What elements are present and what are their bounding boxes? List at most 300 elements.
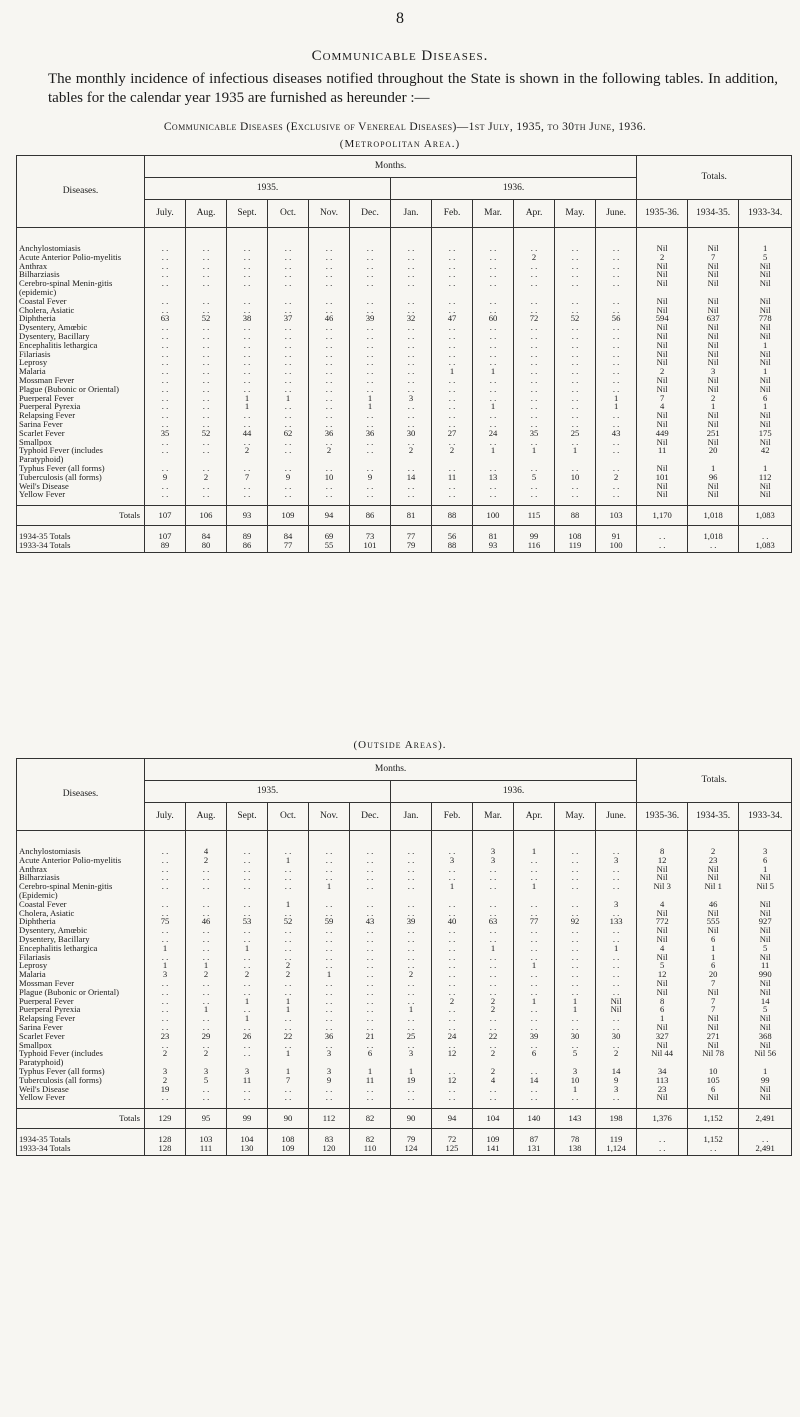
- table-cell: . .: [145, 1014, 186, 1023]
- table-cell: 7: [227, 473, 268, 482]
- table-cell: 1: [596, 394, 637, 403]
- total-cell: 198: [596, 1109, 637, 1129]
- table-cell: . .: [555, 1041, 596, 1050]
- table-cell: . .: [145, 394, 186, 403]
- table-cell: . .: [555, 900, 596, 909]
- table-cell: 23: [145, 1032, 186, 1041]
- table-row: [17, 332, 792, 341]
- table-cell: . .: [432, 926, 473, 935]
- total-year-header: 1933-34.: [739, 803, 792, 831]
- table-cell: . .: [268, 1014, 309, 1023]
- table-cell: . .: [186, 420, 227, 429]
- table-cell: . .: [350, 332, 391, 341]
- table-cell: Nil: [637, 1023, 688, 1032]
- table-cell: 11: [739, 961, 792, 970]
- table-cell: . .: [596, 988, 637, 997]
- table-cell: . .: [350, 358, 391, 367]
- table-cell: . .: [432, 873, 473, 882]
- table-cell: . .: [555, 873, 596, 882]
- table-cell: 36: [350, 429, 391, 438]
- table-cell: Nil: [739, 262, 792, 271]
- table-cell: . .: [227, 244, 268, 253]
- table-cell: Nil: [739, 482, 792, 491]
- table-cell: . .: [309, 279, 350, 297]
- total-cell: 99: [227, 1109, 268, 1129]
- table-cell: . .: [596, 1041, 637, 1050]
- table-cell: . .: [350, 900, 391, 909]
- table-cell: 1: [739, 402, 792, 411]
- disease-name: Filariasis: [17, 953, 145, 962]
- table-cell: . .: [186, 988, 227, 997]
- table-cell: . .: [268, 438, 309, 447]
- table-cell: . .: [227, 856, 268, 865]
- table-cell: . .: [227, 358, 268, 367]
- year-1935-header: 1935.: [145, 781, 391, 803]
- table-cell: 53: [227, 917, 268, 926]
- month-header: Dec.: [350, 200, 391, 228]
- table-cell: 1: [739, 464, 792, 473]
- table-cell: . .: [432, 394, 473, 403]
- disease-name: Anthrax: [17, 865, 145, 874]
- table-cell: . .: [227, 900, 268, 909]
- total-cell: 86: [350, 506, 391, 526]
- table-cell: Nil: [739, 270, 792, 279]
- table-row: [17, 900, 792, 909]
- table-cell: . .: [514, 1023, 555, 1032]
- table-cell: 3: [596, 1085, 637, 1094]
- table-cell: 1: [596, 402, 637, 411]
- table-cell: . .: [309, 332, 350, 341]
- table-row: [17, 323, 792, 332]
- table-cell: 3: [432, 856, 473, 865]
- table-cell: . .: [391, 1041, 432, 1050]
- table-cell: 1: [739, 865, 792, 874]
- table-cell: 87: [514, 1135, 555, 1144]
- table-cell: . .: [391, 900, 432, 909]
- table-cell: 5: [637, 961, 688, 970]
- table-cell: . .: [186, 979, 227, 988]
- table-cell: . .: [227, 873, 268, 882]
- table-cell: . .: [555, 297, 596, 306]
- table-cell: . .: [227, 961, 268, 970]
- table-cell: 24: [432, 1032, 473, 1041]
- table-cell: . .: [432, 909, 473, 918]
- table-cell: . .: [688, 1144, 739, 1155]
- table-cell: . .: [596, 367, 637, 376]
- table-cell: . .: [432, 865, 473, 874]
- table-row: [17, 394, 792, 403]
- table-cell: Nil: [688, 376, 739, 385]
- table-cell: . .: [186, 279, 227, 297]
- table-cell: 1,152: [688, 1135, 739, 1144]
- table-cell: . .: [145, 464, 186, 473]
- table-cell: . .: [391, 997, 432, 1006]
- table-cell: . .: [227, 1005, 268, 1014]
- table-cell: . .: [596, 376, 637, 385]
- table-cell: 119: [596, 1135, 637, 1144]
- table-cell: 72: [432, 1135, 473, 1144]
- table-cell: . .: [350, 323, 391, 332]
- table-cell: . .: [432, 350, 473, 359]
- table-cell: 594: [637, 314, 688, 323]
- table-cell: . .: [432, 944, 473, 953]
- table-cell: 14: [391, 473, 432, 482]
- table-cell: . .: [473, 970, 514, 979]
- table-cell: . .: [514, 953, 555, 962]
- table-cell: Nil: [739, 490, 792, 499]
- table-cell: . .: [309, 394, 350, 403]
- table-cell: . .: [432, 358, 473, 367]
- table-cell: 35: [514, 429, 555, 438]
- table-cell: 2: [227, 970, 268, 979]
- table-cell: . .: [186, 935, 227, 944]
- table-cell: 22: [473, 1032, 514, 1041]
- table-cell: . .: [432, 402, 473, 411]
- disease-name: Weil's Disease: [17, 482, 145, 491]
- table-cell: . .: [309, 873, 350, 882]
- table-cell: . .: [145, 438, 186, 447]
- table-cell: . .: [555, 961, 596, 970]
- table-cell: . .: [473, 961, 514, 970]
- table-cell: 91: [596, 532, 637, 541]
- table-cell: 772: [637, 917, 688, 926]
- table-cell: . .: [596, 847, 637, 856]
- table-cell: . .: [186, 297, 227, 306]
- total-cell: 88: [432, 506, 473, 526]
- table-cell: . .: [596, 262, 637, 271]
- table-cell: . .: [227, 882, 268, 900]
- table-cell: 13: [473, 473, 514, 482]
- table-cell: Nil: [688, 490, 739, 499]
- table-cell: . .: [145, 376, 186, 385]
- table-cell: 1: [268, 1049, 309, 1067]
- table-cell: . .: [514, 1041, 555, 1050]
- table-cell: . .: [309, 464, 350, 473]
- table-cell: 42: [739, 446, 792, 464]
- table-cell: 2: [688, 394, 739, 403]
- table-cell: . .: [145, 341, 186, 350]
- table-cell: Nil: [637, 270, 688, 279]
- table-cell: 1: [514, 847, 555, 856]
- table-cell: . .: [268, 1093, 309, 1102]
- table-cell: 80: [186, 541, 227, 552]
- diseases-header: Diseases.: [17, 156, 145, 228]
- table-cell: . .: [227, 1041, 268, 1050]
- table-cell: . .: [145, 1041, 186, 1050]
- table-cell: Nil 56: [739, 1049, 792, 1067]
- table-cell: . .: [309, 1041, 350, 1050]
- table-cell: Nil: [637, 341, 688, 350]
- table-cell: . .: [391, 306, 432, 315]
- table-cell: Nil: [688, 323, 739, 332]
- outside-subtitle: (Outside Areas).: [353, 739, 447, 751]
- table-cell: . .: [268, 385, 309, 394]
- table-cell: . .: [186, 865, 227, 874]
- table-cell: Nil: [637, 244, 688, 253]
- table-cell: 77: [391, 532, 432, 541]
- table-cell: . .: [227, 865, 268, 874]
- table-cell: 52: [186, 429, 227, 438]
- disease-name: Scarlet Fever: [17, 429, 145, 438]
- table-cell: 2: [391, 970, 432, 979]
- table-cell: 2: [186, 1049, 227, 1067]
- disease-name: Sarina Fever: [17, 420, 145, 429]
- table-cell: 2: [596, 1049, 637, 1067]
- disease-name: Dysentery, Bacillary: [17, 935, 145, 944]
- table-cell: Nil: [637, 438, 688, 447]
- table-cell: . .: [309, 341, 350, 350]
- months-header: Months.: [145, 156, 637, 178]
- table-cell: . .: [268, 253, 309, 262]
- table-cell: 2: [688, 847, 739, 856]
- table-cell: Nil: [637, 979, 688, 988]
- table-cell: . .: [350, 306, 391, 315]
- table-cell: . .: [186, 490, 227, 499]
- table-cell: 449: [637, 429, 688, 438]
- table-cell: Nil: [688, 1023, 739, 1032]
- disease-name: Yellow Fever: [17, 490, 145, 499]
- table-cell: 4: [637, 944, 688, 953]
- total-cell: 107: [145, 506, 186, 526]
- table-cell: . .: [186, 909, 227, 918]
- disease-name: Acute Anterior Polio-myelitis: [17, 856, 145, 865]
- table-cell: . .: [186, 446, 227, 464]
- table-row: [17, 997, 792, 1006]
- table-cell: 1: [514, 961, 555, 970]
- table-cell: 2: [145, 1076, 186, 1085]
- table-cell: . .: [473, 1014, 514, 1023]
- table-cell: . .: [145, 420, 186, 429]
- table-cell: . .: [555, 944, 596, 953]
- table-cell: . .: [350, 244, 391, 253]
- table-cell: Nil: [688, 244, 739, 253]
- table-cell: . .: [596, 279, 637, 297]
- table-cell: . .: [596, 341, 637, 350]
- table-cell: 12: [637, 970, 688, 979]
- table-cell: Nil: [739, 376, 792, 385]
- table-cell: . .: [637, 1135, 688, 1144]
- table-cell: 7: [688, 979, 739, 988]
- table-cell: . .: [514, 988, 555, 997]
- table-cell: . .: [268, 270, 309, 279]
- table-cell: 99: [739, 1076, 792, 1085]
- table-cell: . .: [186, 341, 227, 350]
- table-cell: Nil: [637, 953, 688, 962]
- table-cell: 3: [555, 1067, 596, 1076]
- table-cell: 778: [739, 314, 792, 323]
- table-cell: . .: [596, 961, 637, 970]
- table-cell: 1: [514, 882, 555, 900]
- table-cell: 37: [268, 314, 309, 323]
- table-cell: 6: [688, 1085, 739, 1094]
- table-cell: . .: [391, 882, 432, 900]
- total-cell: 100: [473, 506, 514, 526]
- table-cell: . .: [227, 1093, 268, 1102]
- table-row: [17, 490, 792, 499]
- table-cell: . .: [555, 420, 596, 429]
- table-cell: Nil: [688, 873, 739, 882]
- table-cell: 109: [473, 1135, 514, 1144]
- disease-name: Acute Anterior Polio-myelitis: [17, 253, 145, 262]
- table-cell: 43: [596, 429, 637, 438]
- table-cell: . .: [473, 244, 514, 253]
- table-row: [17, 953, 792, 962]
- table-cell: 1: [688, 402, 739, 411]
- table-cell: . .: [227, 253, 268, 262]
- table-cell: Nil: [637, 376, 688, 385]
- table-cell: Nil: [739, 935, 792, 944]
- disease-name: Mossman Fever: [17, 979, 145, 988]
- table-cell: . .: [350, 873, 391, 882]
- table-cell: . .: [473, 1085, 514, 1094]
- table-cell: . .: [268, 865, 309, 874]
- table-cell: 100: [596, 541, 637, 552]
- page-number: 8: [396, 10, 404, 27]
- table-cell: . .: [596, 446, 637, 464]
- total-year-header: 1933-34.: [739, 200, 792, 228]
- table-cell: 108: [268, 1135, 309, 1144]
- table-cell: 104: [227, 1135, 268, 1144]
- table-cell: . .: [268, 490, 309, 499]
- table-cell: . .: [350, 1041, 391, 1050]
- table-cell: . .: [268, 402, 309, 411]
- table-cell: . .: [227, 979, 268, 988]
- table-cell: . .: [514, 350, 555, 359]
- table-cell: . .: [514, 394, 555, 403]
- table-cell: 1: [555, 997, 596, 1006]
- table-cell: . .: [391, 402, 432, 411]
- table-cell: . .: [268, 935, 309, 944]
- table-cell: . .: [350, 482, 391, 491]
- table-cell: 6: [688, 935, 739, 944]
- month-header: Oct.: [268, 803, 309, 831]
- table-cell: 59: [309, 917, 350, 926]
- table-row: [17, 297, 792, 306]
- table-cell: . .: [186, 944, 227, 953]
- table-cell: . .: [309, 926, 350, 935]
- table-cell: . .: [391, 1085, 432, 1094]
- table-cell: Nil: [637, 988, 688, 997]
- table-cell: 1: [637, 1014, 688, 1023]
- table-cell: . .: [432, 1014, 473, 1023]
- table-cell: . .: [473, 882, 514, 900]
- disease-name: Typhoid Fever (includes Paratyphoid): [17, 1049, 145, 1067]
- table-cell: . .: [473, 438, 514, 447]
- table-cell: . .: [227, 953, 268, 962]
- table-cell: Nil: [688, 358, 739, 367]
- table-cell: 2: [268, 970, 309, 979]
- table-cell: 927: [739, 917, 792, 926]
- table-cell: 1: [739, 1067, 792, 1076]
- table-cell: . .: [268, 909, 309, 918]
- table-cell: 32: [391, 314, 432, 323]
- table-cell: . .: [350, 341, 391, 350]
- table-cell: . .: [432, 438, 473, 447]
- table-cell: . .: [555, 847, 596, 856]
- table-cell: . .: [432, 1005, 473, 1014]
- table-cell: Nil: [739, 926, 792, 935]
- table-cell: . .: [309, 253, 350, 262]
- table-cell: 3: [227, 1067, 268, 1076]
- month-header: May.: [555, 803, 596, 831]
- table-cell: 20: [688, 446, 739, 464]
- total-cell: 81: [391, 506, 432, 526]
- table-cell: . .: [514, 244, 555, 253]
- table-cell: Nil: [596, 997, 637, 1006]
- table-cell: . .: [514, 490, 555, 499]
- previous-totals-row: [17, 532, 792, 541]
- table-cell: . .: [432, 376, 473, 385]
- table-cell: . .: [514, 420, 555, 429]
- disease-name: Plague (Bubonic or Oriental): [17, 988, 145, 997]
- table-cell: 3: [596, 856, 637, 865]
- table-cell: . .: [555, 394, 596, 403]
- table-cell: . .: [309, 961, 350, 970]
- table-cell: . .: [391, 1093, 432, 1102]
- disease-name: Encephalitis lethargica: [17, 944, 145, 953]
- diseases-header: Diseases.: [17, 759, 145, 831]
- table-row: [17, 402, 792, 411]
- table-cell: . .: [555, 988, 596, 997]
- table-cell: 7: [688, 997, 739, 1006]
- table-row: [17, 1041, 792, 1050]
- table-cell: . .: [309, 306, 350, 315]
- table-cell: . .: [555, 367, 596, 376]
- table-cell: . .: [432, 341, 473, 350]
- table-cell: . .: [432, 1041, 473, 1050]
- table-cell: . .: [596, 1093, 637, 1102]
- table-cell: 1: [227, 997, 268, 1006]
- table-cell: Nil: [637, 297, 688, 306]
- table-cell: . .: [186, 394, 227, 403]
- table-cell: . .: [391, 490, 432, 499]
- total-cell: 94: [432, 1109, 473, 1129]
- table-cell: . .: [186, 882, 227, 900]
- month-header: Nov.: [309, 803, 350, 831]
- disease-name: Puerperal Fever: [17, 394, 145, 403]
- table-cell: . .: [391, 482, 432, 491]
- table-cell: 78: [555, 1135, 596, 1144]
- previous-totals-label: 1933-34 Totals: [17, 541, 145, 552]
- table-cell: 47: [432, 314, 473, 323]
- month-header: June.: [596, 200, 637, 228]
- table-cell: 110: [350, 1144, 391, 1155]
- total-cell: 143: [555, 1109, 596, 1129]
- table-cell: . .: [145, 1093, 186, 1102]
- table-cell: . .: [514, 909, 555, 918]
- disease-name: Dysentery, Amœbic: [17, 323, 145, 332]
- table-cell: . .: [596, 935, 637, 944]
- table-cell: 1: [739, 367, 792, 376]
- table-cell: Nil: [739, 306, 792, 315]
- disease-name: Relapsing Fever: [17, 411, 145, 420]
- table-cell: . .: [391, 464, 432, 473]
- table-cell: Nil: [739, 297, 792, 306]
- table-cell: . .: [391, 297, 432, 306]
- table-cell: Nil: [688, 306, 739, 315]
- table-cell: . .: [432, 332, 473, 341]
- total-cell: 140: [514, 1109, 555, 1129]
- table-cell: 9: [309, 1076, 350, 1085]
- table-cell: . .: [268, 358, 309, 367]
- table-cell: 103: [186, 1135, 227, 1144]
- table-cell: 2: [637, 253, 688, 262]
- table-cell: . .: [432, 253, 473, 262]
- table-cell: . .: [555, 253, 596, 262]
- year-1936-header: 1936.: [391, 178, 637, 200]
- table-cell: . .: [268, 306, 309, 315]
- previous-totals-label: 1934-35 Totals: [17, 532, 145, 541]
